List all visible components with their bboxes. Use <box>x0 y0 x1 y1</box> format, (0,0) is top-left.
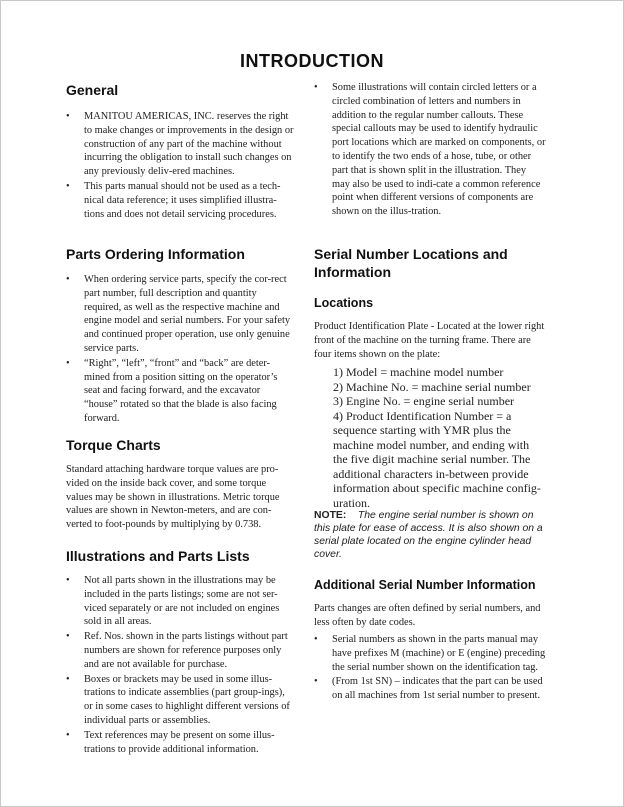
list-item: • When ordering service parts, specify the cor-rect part number, full description and quantity required, as well as the respective machine and engine model and serial numbers. For your safety and continued proper operation, use only genuine service parts. <box>66 274 291 354</box>
serial-heading: Serial Number Locations and Information <box>314 246 508 280</box>
locations-text: Product Identification Plate - Located at the lower right front of the machine on the turning frame. There are four items shown on the plate: <box>314 321 545 360</box>
illustrations-heading: Illustrations and Parts Lists <box>66 548 250 564</box>
note-label: NOTE: <box>314 510 347 521</box>
bullet-icon: • <box>66 729 70 741</box>
parts-ordering-list <box>66 273 294 427</box>
callouts-list <box>314 81 546 220</box>
bullet-icon: • <box>314 82 318 93</box>
bullet-icon: • <box>66 631 70 643</box>
list-item: • MANITOU AMERICAS, INC. reserves the right to make changes or improvements in the design or construction of any part of the machine without incurring the obligation to install such changes on any previously deliv-ered machines. <box>66 111 294 178</box>
torque-heading: Torque Charts <box>66 437 161 453</box>
plate-items-list <box>333 365 546 510</box>
list-item: 4) Product Identification Number = a sequence starting with YMR plus the machine model number, and ending with the five digit machine serial number. The additional characters in-between provide information about specific machine config-uration. <box>333 408 541 510</box>
list-item: • (From 1st SN) – indicates that the part can be used on all machines from 1st serial number to present. <box>314 676 543 702</box>
list-item: • This parts manual should not be used as a tech-nical data reference; it uses simplified illustra-tions and does not detail servicing procedures. <box>66 180 281 220</box>
bullet-icon: • <box>66 673 70 685</box>
locations-heading: Locations <box>314 296 374 310</box>
torque-text: Standard attaching hardware torque values are pro-vided on the inside back cover, and some torque values may be shown in illustrations. Metric torque values are shown in Newton-meters, and are con-verted to foot-pounds by multiplying by 0.738. <box>66 464 280 531</box>
bullet-icon: • <box>314 634 318 645</box>
note <box>314 509 546 561</box>
list-item: • “Right”, “left”, “front” and “back” are deter-mined from a position sitting on the operator’s seat and facing forward, and the excavator “house” rotated so that the blade is also facing forward. <box>66 357 278 424</box>
list-item: 1) Model = machine model number <box>333 365 504 379</box>
bullet-icon: • <box>66 274 70 285</box>
list-item: 3) Engine No. = engine serial number <box>333 394 515 408</box>
list-item: • Some illustrations will contain circled letters or a circled combination of letters and numbers in addition to the regular number callouts. These special callouts may be used to identify hydraulic port locations which are marked on components, or to identify the two ends of a hose, tube, or other part that is shown split in the illustration. They may also be used to indi-cate a common reference point when different versions of components are shown on the illus-tration. <box>314 82 546 218</box>
list-item: • Not all parts shown in the illustrations may be included in the parts listings; some are not ser-viced separately or are not included on engines sold in all areas. <box>66 575 280 628</box>
page-title: INTRODUCTION <box>240 51 384 71</box>
illustrations-list <box>66 574 294 757</box>
additional-list <box>314 633 546 704</box>
parts-ordering-heading: Parts Ordering Information <box>66 246 245 262</box>
list-item: • Text references may be present on some illus-trations to provide additional information. <box>66 729 275 755</box>
bullet-icon: • <box>314 676 318 688</box>
list-item: 2) Machine No. = machine serial number <box>333 379 531 394</box>
list-item: • Ref. Nos. shown in the parts listings without part numbers are shown for reference purposes only and are not available for purchase. <box>66 631 288 670</box>
bullet-icon: • <box>66 357 70 369</box>
additional-text: Parts changes are often defined by serial numbers, and less often by date codes. <box>314 603 541 628</box>
bullet-icon: • <box>66 111 70 122</box>
additional-heading: Additional Serial Number Information <box>314 578 536 592</box>
list-item: • Serial numbers as shown in the parts manual may have prefixes M (machine) or E (engine) preceding the serial number shown on the identification tag. <box>314 634 546 673</box>
bullet-icon: • <box>66 180 70 192</box>
note-text: The engine serial number is shown on this plate for ease of access. It is also shown on a serial plate located on the engine cylinder head cover. <box>314 510 543 560</box>
general-heading: General <box>66 82 119 98</box>
general-list <box>66 110 294 222</box>
list-item: • Boxes or brackets may be used in some illus-trations to indicate assemblies (part group-ings), or in some cases to highlight different versions of individual parts or assemblies. <box>66 673 290 726</box>
bullet-icon: • <box>66 575 70 586</box>
